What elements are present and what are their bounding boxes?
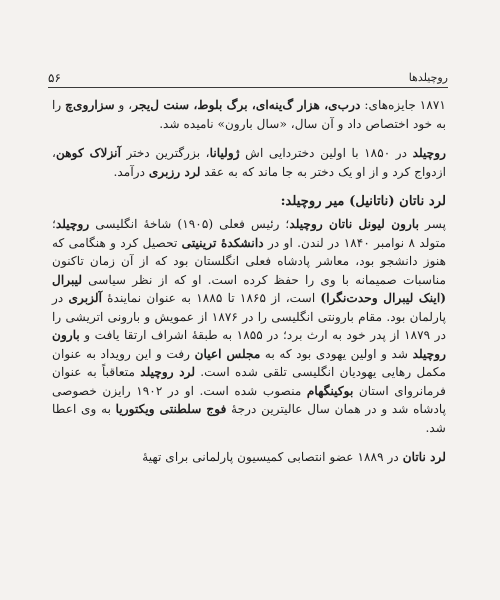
text-segment: به وی اعطا شد. bbox=[52, 402, 446, 435]
text-segment-bold: روچیلد bbox=[55, 217, 90, 231]
text-segment-bold: لرد ناتان bbox=[402, 450, 446, 464]
text-segment-bold: آنزلاک کوهن bbox=[55, 146, 121, 160]
header-rule bbox=[48, 87, 448, 88]
text-segment-bold: فوج سلطنتی ویکتوریا bbox=[115, 402, 227, 416]
paragraph-commission bbox=[52, 448, 446, 467]
text-segment: ۱۸۷۱ جایزه‌های: bbox=[360, 98, 446, 112]
text-segment-bold: بوکینگهام bbox=[306, 383, 354, 398]
paragraph-lord-nathan-bio bbox=[52, 215, 446, 437]
text-segment-bold: سزاروی‌چ bbox=[65, 98, 115, 112]
text-segment: پسر bbox=[419, 217, 446, 231]
text-segment-bold: درب‌ی، هزار گ‌ینه‌ای، برگ بلوط، سنت ل‌یجر bbox=[132, 98, 361, 112]
text-segment: ، بزرگترین دختر bbox=[120, 146, 210, 160]
page-body bbox=[52, 96, 446, 467]
text-segment: متعاقباً به عنوان فرمانروای استان bbox=[52, 365, 446, 398]
text-segment: منصوب شده است. او در ۱۹۰۲ رایزن خصوصی پادشاه شد و در همان سال عالیترین درجهٔ bbox=[52, 383, 447, 416]
text-segment: است، از ۱۸۶۵ تا ۱۸۸۵ به عنوان نمایندهٔ bbox=[101, 291, 321, 305]
text-segment: در ۱۸۸۹ عضو انتصابی کمیسیون پارلمانی برای تهیهٔ bbox=[142, 450, 403, 464]
text-segment: ؛ رئیس فعلی (۱۹۰۵) شاخهٔ انگلیسی bbox=[89, 217, 290, 231]
text-segment-bold: بارون لیونل ناتان روچیلد bbox=[289, 217, 420, 231]
text-segment: در پارلمان بود. مقام بارونتی انگلیسی را در ۱۸۷۶ از عمویش و بارونی اتریشی را در ۱۸۷۹ از پدر خود به ارث برد؛ در ۱۸۵۵ به طبقهٔ اشراف ارتقا یافت و bbox=[52, 291, 446, 342]
text-segment-bold: ژولیانا bbox=[209, 146, 240, 160]
page-number: ۵۶ bbox=[48, 71, 61, 85]
text-segment: ، و bbox=[114, 98, 133, 112]
text-segment-bold: دانشکدهٔ ترینیتی bbox=[181, 235, 264, 250]
text-segment: درآمد. bbox=[113, 164, 149, 179]
text-segment: شد و اولین یهودی بود که به bbox=[260, 346, 413, 361]
text-segment: ؛ متولد ۸ نوامبر ۱۸۴۰ در لندن. او در bbox=[52, 217, 446, 250]
running-head-title: روچیلدها bbox=[408, 71, 448, 84]
paragraph-jaizeh bbox=[52, 96, 446, 133]
text-segment: را به خود اختصاص داد و آن سال، «سال بارون» نامیده شد. bbox=[52, 98, 446, 131]
section-heading: لرد ناتان (ناتانیل) میر روچیلد: bbox=[280, 194, 446, 209]
text-segment: در ۱۸۵۰ با اولین دختردایی اش bbox=[239, 146, 413, 160]
text-segment: رفت و این رویداد به عنوان مکمل رهایی یهودیان انگلیسی تلقی شده است. bbox=[52, 346, 446, 379]
text-segment-bold: لرد روچیلد bbox=[140, 365, 196, 379]
text-segment-bold: روچیلد bbox=[412, 146, 447, 160]
text-segment-bold: مجلس اعیان bbox=[194, 346, 261, 361]
text-segment: ، ازدواج کرد و از او یک دختر به جا ماند که به عقد bbox=[52, 146, 446, 179]
text-segment-bold: لیبرال (اینک لیبرال وحدت‌نگرا) bbox=[52, 272, 446, 305]
text-segment-bold: لرد رزبری bbox=[148, 164, 201, 179]
paragraph-ezdevaj bbox=[52, 144, 446, 181]
text-segment: تحصیل کرد و هنگامی که هنوز دانشجو بود، معاشر پادشاه فعلی انگلستان بود که از آن زمان تاکنون مناسبات صمیمانه با وی را حفظ کرده است. او که از نظر سیاسی bbox=[52, 235, 446, 287]
text-segment-bold: آلزبری bbox=[68, 291, 102, 305]
text-segment-bold: بارون روچیلد bbox=[52, 328, 447, 361]
